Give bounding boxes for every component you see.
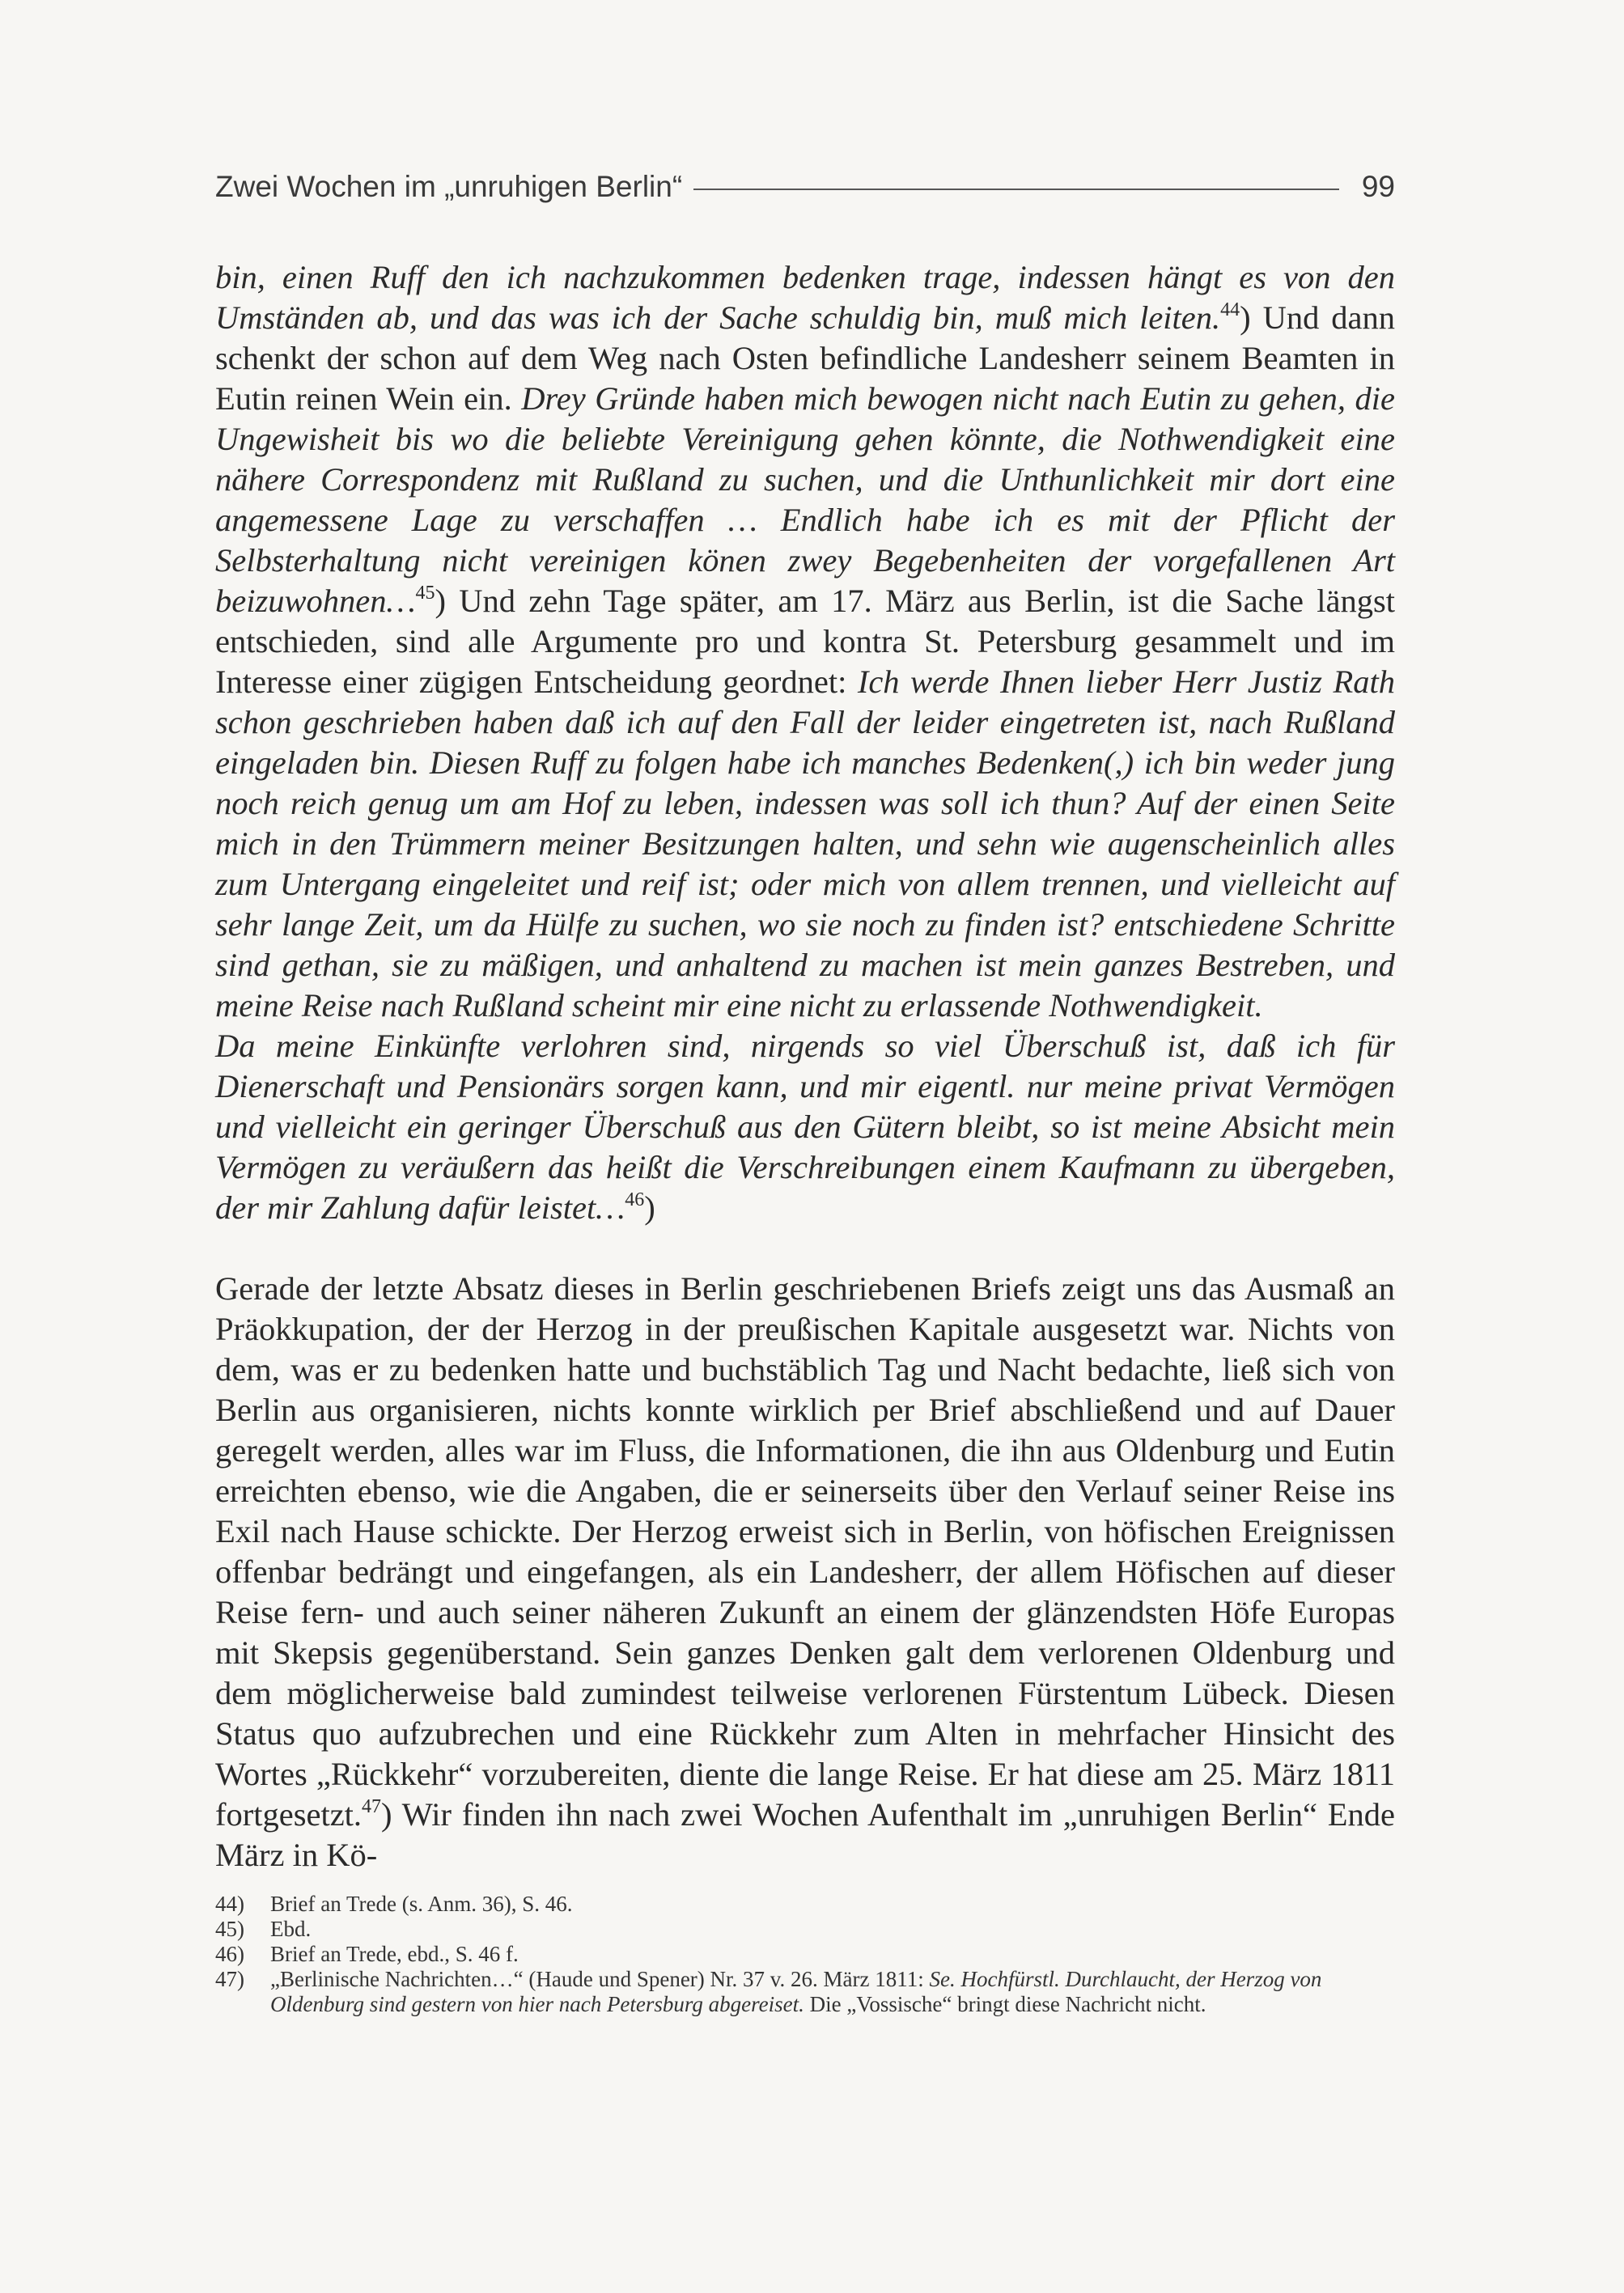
text-run: ) Wir finden ihn nach zwei Wochen Aufenthalt im „unruhigen Berlin“ Ende März in Kö- [215,1796,1395,1873]
text-run: Brief an Trede (s. Anm. 36), S. 46. [270,1892,573,1916]
quoted-text: bin, einen Ruff den ich nachzukommen bedenken trage, indessen hängt es von den Umständen ab, und das was ich der Sache schuldig bin, muß mich leiten. [215,259,1395,336]
footnote-text [270,1892,1395,1917]
footnote-ref: 44 [1220,299,1240,320]
text-run: ) Und zehn Tage später, am 17. März aus Berlin, ist die Sache längst entschieden, sind alle Argumente pro und kontra St. Petersburg gesammelt und im Interesse einer zügigen Entscheidung geordnet: [215,583,1395,700]
paragraph-quote-2 [215,1026,1395,1228]
text-run: Brief an Trede, ebd., S. 46 f. [270,1942,519,1966]
footnote [215,1942,1395,1967]
quoted-text: Ich werde Ihnen lieber Herr Justiz Rath schon geschrieben haben daß ich auf den Fall der leider eingetreten ist, nach Rußland eingeladen bin. Diesen Ruff zu folgen habe ich manches Bedenken(,) ich bin weder jung noch reich genug um am Hof zu leben, indessen was soll ich thun? Auf der einen Seite mich in den Trümmern meiner Besitzungen halten, und sehn wie augenscheinlich alles zum Untergang eingeleitet und reif ist; oder mich von allem trennen, und vielleicht auf sehr lange Zeit, um da Hülfe zu suchen, wo sie noch zu finden ist? entschiedene Schritte sind gethan, sie zu mäßigen, und anhaltend zu machen ist mein ganzes Bestreben, und meine Reise nach Rußland scheint mir eine nicht zu erlassende Nothwendigkeit. [215,663,1396,1024]
footnote [215,1967,1395,2017]
text-run: Ebd. [270,1917,312,1941]
running-title: Zwei Wochen im „unruhigen Berlin“ [215,170,683,203]
text-run: „Berlinische Nachrichten…“ (Haude und Spener) Nr. 37 v. 26. März 1811: [270,1967,930,1991]
paragraph-quote-1 [215,257,1395,1026]
footnote-number: 47) [215,1967,244,1991]
footnote-ref: 47 [362,1796,382,1817]
quoted-text: Drey Gründe haben mich bewogen nicht nach Eutin zu gehen, die Ungewisheit bis wo die beliebte Vereinigung gehen könnte, die Nothwendigkeit eine nähere Correspondenz mit Rußland zu suchen, und die Unthunlichkeit mir dort eine angemessene Lage zu verschaffen … Endlich habe ich es mit der Pflicht der Selbsterhaltung nicht vereinigen kӧnen zwey Begebenheiten der vorgefallenen Art beizuwohnen… [215,380,1395,619]
footnote-number: 45) [215,1917,244,1941]
running-header [215,170,1395,204]
footnote-text [270,1967,1395,2017]
footnote [215,1917,1395,1942]
footnotes [215,1892,1395,2017]
footnote-number: 44) [215,1892,244,1916]
paragraph-commentary [215,1269,1395,1876]
quoted-text: Da meine Einkünfte verlohren sind, nirgends so viel Überschuß ist, daß ich für Dienerschaft und Pensionärs sorgen kann, und mir eigentl. nur meine privat Vermögen und vielleicht ein geringer Überschuß aus den Gütern bleibt, so ist meine Absicht mein Vermögen zu veräußern das heißt die Verschreibungen einem Kaufmann zu übergeben, der mir Zahlung dafür leistet… [215,1028,1395,1226]
footnote [215,1892,1395,1917]
footnote-text [270,1942,1395,1967]
page-number: 99 [1361,170,1395,203]
footnote-text [270,1917,1395,1942]
text-run: Gerade der letzte Absatz dieses in Berlin geschriebenen Briefs zeigt uns das Ausmaß an Präokkupation, der der Herzog in der preußischen Kapitale ausgesetzt war. Nichts von dem, was er zu bedenken hatte und buchstäblich Tag und Nacht bedachte, ließ sich von Berlin aus organisieren, nichts konnte wirklich per Brief abschließend und auf Dauer geregelt werden, alles war im Fluss, die Informationen, die ihn aus Oldenburg und Eutin erreichten ebenso, wie die Angaben, die er seinerseits über den Verlauf seiner Reise ins Exil nach Hause schickte. Der Herzog erweist sich in Berlin, von höfischen Ereignissen offenbar bedrängt und eingefangen, als ein Landesherr, der allem Höfischen auf dieser Reise fern- und auch seiner näheren Zukunft an einem der glänzendsten Höfe Europas mit Skepsis gegenüberstand. Sein ganzes Denken galt dem verlorenen Oldenburg und dem möglicherweise bald zumindest teilweise verlorenen Fürstentum Lübeck. Diesen Status quo aufzubrechen und eine Rückkehr zum Alten in mehrfacher Hinsicht des Wortes „Rückkehr“ vorzubereiten, diente die lange Reise. Er hat diese am 25. März 1811 fortgesetzt. [215,1270,1395,1833]
text-run: ) [644,1189,655,1226]
header-rule [693,189,1339,190]
footnote-ref: 46 [625,1189,645,1210]
text-run: Die „Vossische“ bringt diese Nachricht nicht. [804,1992,1206,2016]
quoted-text: Se. Hochfürstl. Durchlaucht, der Herzog von Oldenburg sind gestern von hier nach Petersburg abgereiset. [270,1967,1322,2016]
main-text [215,257,1395,1876]
footnote-ref: 45 [415,583,435,604]
footnote-number: 46) [215,1942,244,1966]
text-run: ) Und dann schenkt der schon auf dem Weg nach Osten befindliche Landesherr seinem Beamten in Eutin reinen Wein ein. [215,299,1395,417]
